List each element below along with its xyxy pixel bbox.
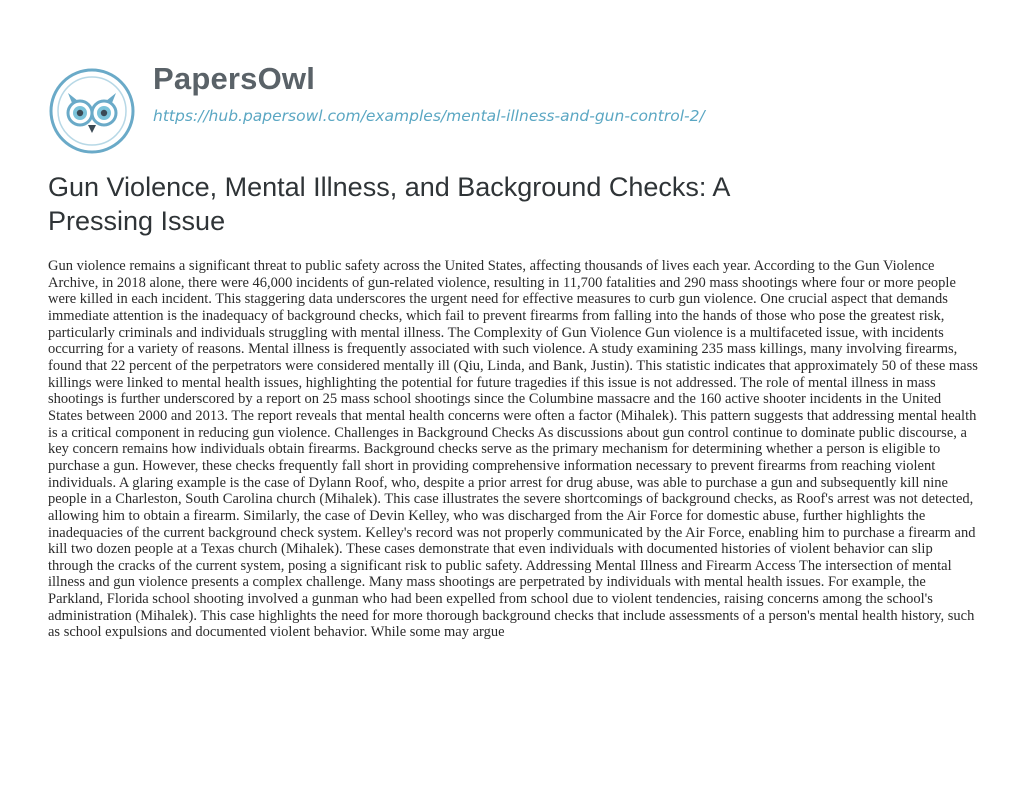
owl-face-logo-icon[interactable] xyxy=(48,67,136,155)
brand-name[interactable]: PapersOwl xyxy=(153,61,316,96)
article-title: Gun Violence, Mental Illness, and Background Checks: A Pressing Issue xyxy=(48,172,729,236)
source-url-link[interactable]: https://hub.papersowl.com/examples/mental-illness-and-gun-control-2/ xyxy=(153,107,705,125)
site-header xyxy=(48,42,988,142)
article-body: Gun violence remains a significant threat to public safety across the United States, affecting thousands of lives each year. According to the Gun Violence Archive, in 2018 alone, there were 46,000 incidents of gun-related violence, resulting in 11,700 fatalities and 290 mass shootings where four or more people were killed in each incident. This staggering data underscores the urgent need for effective measures to curb gun violence. One crucial aspect that demands immediate attention is the inadequacy of background checks, which fail to prevent firearms from falling into the hands of those who pose the greatest risk, particularly criminals and individuals struggling with mental illness. The Complexity of Gun Violence Gun violence is a multifaceted issue, with incidents occurring for a variety of reasons. Mental illness is frequently associated with such violence. A study examining 235 mass killings, many involving firearms, found that 22 percent of the perpetrators were considered mentally ill (Qiu, Linda, and Bank, Justin). This statistic indicates that approximately 50 of these mass killings were linked to mental health issues, highlighting the potential for future tragedies if this issue is not addressed. The role of mental illness in mass shootings is further underscored by a report on 25 mass school shootings since the Columbine massacre and the 160 active shooter incidents in the United States between 2000 and 2013. The report reveals that mental health concerns were often a factor (Mihalek). This pattern suggests that addressing mental health is a critical component in reducing gun violence. Challenges in Background Checks As discussions about gun control continue to dominate public discourse, a key concern remains how individuals obtain firearms. Background checks serve as the primary mechanism for determining whether a person is eligible to purchase a gun. However, these checks frequently fall short in providing comprehensive information necessary to prevent firearms from reaching violent individuals. A glaring example is the case of Dylann Roof, who, despite a prior arrest for drug abuse, was able to purchase a gun and subsequently kill nine people in a Charleston, South Carolina church (Mihalek). This case illustrates the severe shortcomings of background checks, as Roof's arrest was not detected, allowing him to obtain a firearm. Similarly, the case of Devin Kelley, who was discharged from the Air Force for domestic abuse, further highlights the inadequacies of the current background check system. Kelley's record was not properly communicated by the Air Force, enabling him to purchase a firearm and kill two dozen people at a Texas church (Mihalek). These cases demonstrate that even individuals with documented histories of violent behavior can slip through the cracks of the current system, posing a significant risk to public safety. Addressing Mental Illness and Firearm Access The intersection of mental illness and gun violence presents a complex challenge. Many mass shootings are perpetrated by individuals with mental health issues. For example, the Parkland, Florida school shooting involved a gunman who had been expelled from school due to violent tendencies, raising concerns among the school's administration (Mihalek). This case highlights the need for more thorough background checks that include assessments of a person's mental health history, such as school expulsions and documented violent behavior. While some may argue xyxy=(48,258,978,641)
